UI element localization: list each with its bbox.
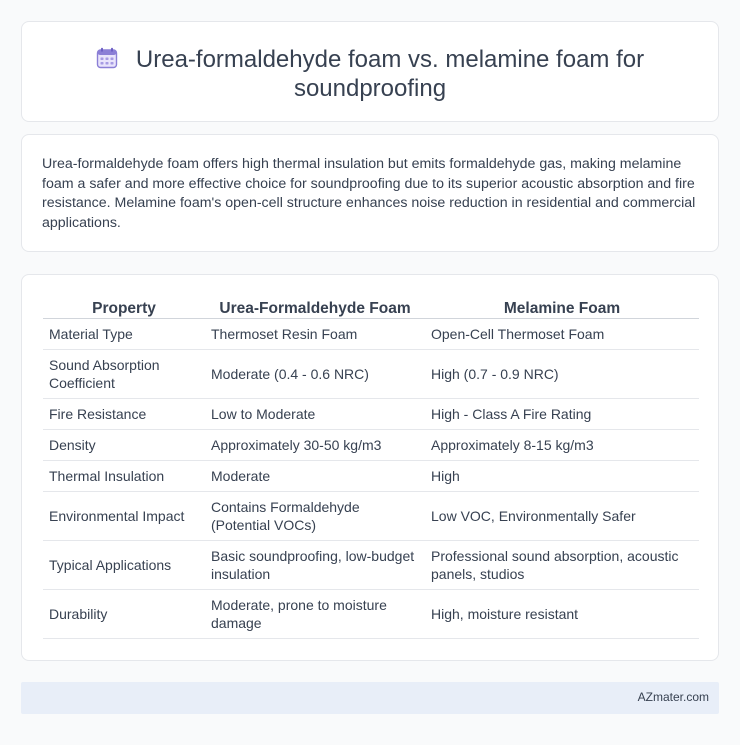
comparison-table-card [21, 274, 719, 661]
melamine-cell: Low VOC, Environmentally Safer [425, 491, 699, 540]
property-cell: Sound Absorption Coefficient [43, 349, 205, 398]
property-cell: Typical Applications [43, 540, 205, 589]
melamine-cell: High - Class A Fire Rating [425, 398, 699, 429]
comparison-table [43, 296, 699, 639]
column-header-property: Property [43, 296, 205, 318]
melamine-cell: Approximately 8-15 kg/m3 [425, 429, 699, 460]
property-cell: Environmental Impact [43, 491, 205, 540]
table-row [43, 318, 699, 349]
table-row [43, 349, 699, 398]
melamine-cell: High (0.7 - 0.9 NRC) [425, 349, 699, 398]
column-header-urea-formaldehyde: Urea-Formaldehyde Foam [205, 296, 425, 318]
table-row [43, 460, 699, 491]
column-header-melamine: Melamine Foam [425, 296, 699, 318]
table-row [43, 589, 699, 638]
summary-text: Urea-formaldehyde foam offers high thermal insulation but emits formaldehyde gas, making melamine foam a safer and more effective choice for soundproofing due to its superior acoustic absorption and fire resistance. Melamine foam's open-cell structure enhances noise reduction in residential and commercial applications. [42, 156, 696, 231]
page-title: Urea-formaldehyde foam vs. melamine foam for soundproofing [135, 46, 645, 102]
title-card [21, 21, 719, 122]
melamine-cell: High [425, 460, 699, 491]
property-cell: Density [43, 429, 205, 460]
property-cell: Thermal Insulation [43, 460, 205, 491]
summary-card [21, 134, 719, 252]
table-row [43, 491, 699, 540]
urea-formaldehyde-cell: Moderate (0.4 - 0.6 NRC) [205, 349, 425, 398]
table-row [43, 429, 699, 460]
property-cell: Fire Resistance [43, 398, 205, 429]
melamine-cell: High, moisture resistant [425, 589, 699, 638]
page-title-wrap [22, 45, 718, 103]
urea-formaldehyde-cell: Approximately 30-50 kg/m3 [205, 429, 425, 460]
urea-formaldehyde-cell: Low to Moderate [205, 398, 425, 429]
melamine-cell: Open-Cell Thermoset Foam [425, 318, 699, 349]
table-row [43, 398, 699, 429]
footer-bar [21, 682, 719, 714]
property-cell: Material Type [43, 318, 205, 349]
footer-brand: AZmater.com [637, 690, 709, 704]
urea-formaldehyde-cell: Moderate [205, 460, 425, 491]
urea-formaldehyde-cell: Basic soundproofing, low-budget insulation [205, 540, 425, 589]
property-cell: Durability [43, 589, 205, 638]
melamine-cell: Professional sound absorption, acoustic panels, studios [425, 540, 699, 589]
urea-formaldehyde-cell: Thermoset Resin Foam [205, 318, 425, 349]
table-row [43, 540, 699, 589]
urea-formaldehyde-cell: Contains Formaldehyde (Potential VOCs) [205, 491, 425, 540]
table-header-row [43, 296, 699, 318]
urea-formaldehyde-cell: Moderate, prone to moisture damage [205, 589, 425, 638]
calendar-icon [96, 47, 118, 69]
